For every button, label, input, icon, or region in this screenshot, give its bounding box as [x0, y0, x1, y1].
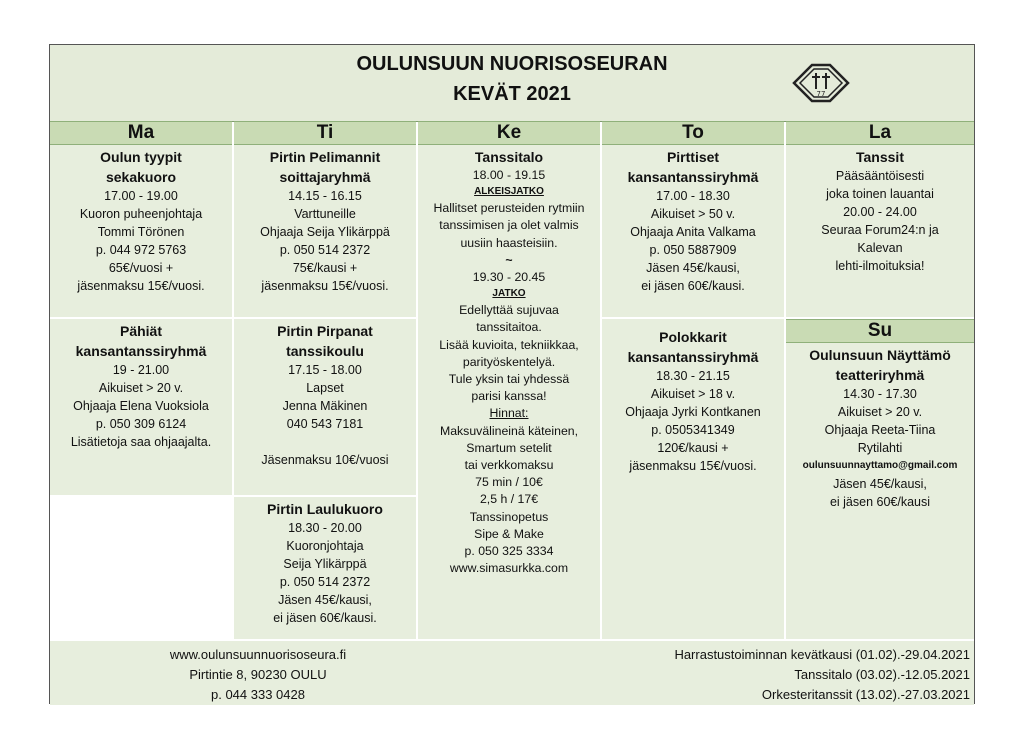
- group-oulunsuun-nayttamo: Oulunsuun Näyttämö teatteriryhmä 14.30 - 17.30 Aikuiset > 20 v. Ohjaaja Reeta-Tiina Rytilahti oulunsuunnayttamo@gmail.com Jäsen 45€/kausi, ei jäsen 60€/kausi: [786, 343, 974, 639]
- group-pahiat: Pähiät kansantanssiryhmä 19 - 21.00 Aikuiset > 20 v. Ohjaaja Elena Vuoksiola p. 050 309 6124 Lisätietoja saa ohjaajalta.: [50, 319, 232, 495]
- svg-text:77: 77: [816, 90, 826, 98]
- schedule-sheet: [49, 44, 975, 704]
- day-header-su: Su: [786, 319, 974, 343]
- group-polokkarit: Polokkarit kansantanssiryhmä 18.30 - 21.15 Aikuiset > 18 v. Ohjaaja Jyrki Kontkanen p. 0505341349 120€/kausi + jäsenmaksu 15€/vuosi.: [602, 319, 784, 639]
- footer-season-dates: Harrastustoiminnan kevätkausi (01.02).-29.04.2021 Tanssitalo (03.02).-12.05.2021 Orkesteritanssit (13.02).-27.03.2021: [674, 647, 970, 702]
- group-tanssit: Tanssit Pääsääntöisesti joka toinen lauantai 20.00 - 24.00 Seuraa Forum24:n ja Kalevan lehti-ilmoituksia!: [786, 145, 974, 317]
- day-header-la: La: [786, 121, 974, 145]
- group-pirtin-pirpanat: Pirtin Pirpanat tanssikoulu 17.15 - 18.00 Lapset Jenna Mäkinen 040 543 7181 Jäsenmaksu 10€/vuosi: [234, 319, 416, 495]
- web-link: www.simasurkka.com: [449, 561, 569, 576]
- page-title: OULUNSUUN NUORISOSEURAN: [356, 53, 668, 75]
- group-pirttiset: Pirttiset kansantanssiryhmä 17.00 - 18.30 Aikuiset > 50 v. Ohjaaja Anita Valkama p. 050 5887909 Jäsen 45€/kausi, ei jäsen 60€/kausi.: [602, 145, 784, 317]
- footer: [50, 639, 974, 705]
- footer-address: Pirtintie 8, 90230 OULU: [189, 667, 327, 682]
- group-pirtin-laulukuoro: Pirtin Laulukuoro 18.30 - 20.00 Kuoronjohtaja Seija Ylikärppä p. 050 514 2372 Jäsen 45€/kausi, ei jäsen 60€/kausi.: [234, 497, 416, 639]
- group-tanssitalo: Tanssitalo 18.00 - 19.15 ALKEISJATKO Hallitset perusteiden rytmiin tanssimisen ja olet valmis uusiin haasteisiin. ~ 19.30 - 20.45 JATKO Edellyttää sujuvaa tanssitaitoa. Lisää kuvioita, tekniikkaa, parityöskentelyä. Tule yksin tai yhdessä parisi kanssa! Hinnat: Maksuvälineinä käteinen, Smartum setelit tai verkkomaksu 75 min / 10€ 2,5 h / 17€ Tanssinopetus Sipe & Make p. 050 325 3334 www.simasurkka.com: [418, 145, 600, 639]
- day-header-ti: Ti: [234, 121, 416, 145]
- page-subtitle: KEVÄT 2021: [453, 83, 571, 105]
- day-header-to: To: [602, 121, 784, 145]
- association-logo-icon: [786, 59, 856, 105]
- email-address: oulunsuunnayttamo@gmail.com: [802, 460, 958, 471]
- column-saturday-sunday: [786, 121, 974, 639]
- day-header-ke: Ke: [418, 121, 600, 145]
- footer-contact: [128, 645, 388, 705]
- group-oulun-tyypit: Oulun tyypit sekakuoro 17.00 - 19.00 Kuoron puheenjohtaja Tommi Törönen p. 044 972 5763 65€/vuosi + jäsenmaksu 15€/vuosi.: [50, 145, 232, 317]
- column-monday: [50, 121, 232, 639]
- empty-cell: [50, 497, 232, 639]
- footer-website: www.oulunsuunnuorisoseura.fi: [169, 647, 347, 662]
- group-pirtin-pelimannit: Pirtin Pelimannit soittajaryhmä 14.15 - 16.15 Varttuneille Ohjaaja Seija Ylikärppä p. 050 514 2372 75€/kausi + jäsenmaksu 15€/vuosi.: [234, 145, 416, 317]
- column-tuesday: [234, 121, 416, 639]
- column-wednesday: [418, 121, 600, 639]
- header: [50, 45, 974, 122]
- day-header-ma: Ma: [50, 121, 232, 145]
- footer-phone: p. 044 333 0428: [211, 687, 305, 702]
- column-thursday: [602, 121, 784, 639]
